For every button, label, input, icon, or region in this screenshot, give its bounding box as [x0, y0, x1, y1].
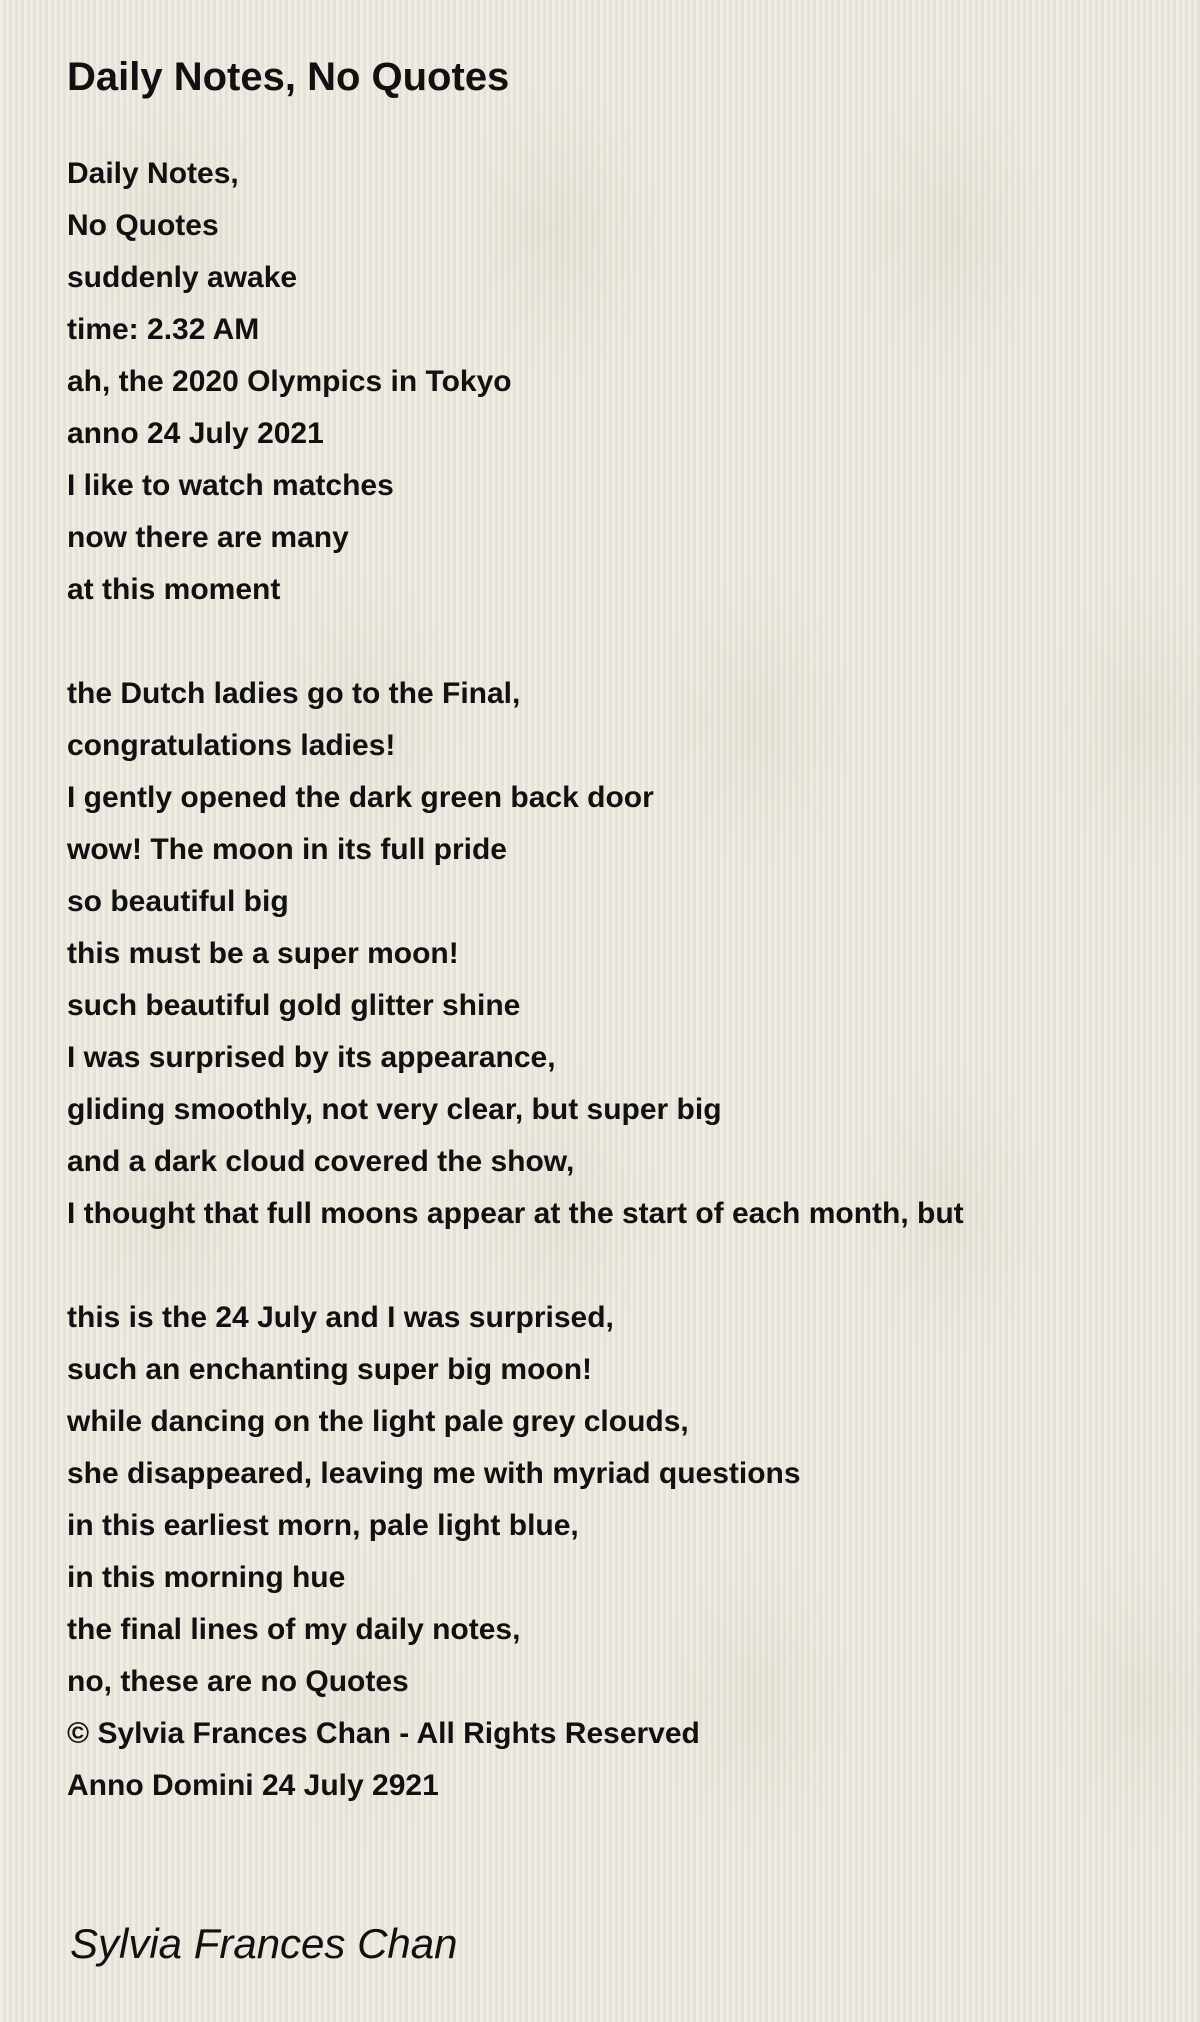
poem-line: I thought that full moons appear at the start of each month, but — [67, 1197, 964, 1230]
poem-line: and a dark cloud covered the show, — [67, 1145, 575, 1178]
poem-line: this is the 24 July and I was surprised, — [67, 1301, 614, 1334]
stanza-break — [67, 1240, 964, 1292]
author-name: Sylvia Frances Chan — [70, 1920, 458, 1967]
date-line: Anno Domini 24 July 2921 — [67, 1769, 439, 1802]
poem-line: the Dutch ladies go to the Final, — [67, 677, 521, 710]
poem-line: such an enchanting super big moon! — [67, 1353, 593, 1386]
poem-line: Daily Notes, — [67, 157, 239, 190]
poem-line: she disappeared, leaving me with myriad questions — [67, 1457, 801, 1490]
poem-line: wow! The moon in its full pride — [67, 833, 507, 866]
poem-line: in this morning hue — [67, 1561, 346, 1594]
poem-line: this must be a super moon! — [67, 937, 459, 970]
poem-line: such beautiful gold glitter shine — [67, 989, 521, 1022]
copyright-line: © Sylvia Frances Chan - All Rights Reserved — [67, 1717, 700, 1750]
poem-line: so beautiful big — [67, 885, 289, 918]
stanza-break — [67, 616, 964, 668]
poem-line: now there are many — [67, 521, 349, 554]
poem-line: while dancing on the light pale grey clouds, — [67, 1405, 689, 1438]
poem-line: I gently opened the dark green back door — [67, 781, 654, 814]
poem-title: Daily Notes, No Quotes — [67, 55, 510, 99]
poem-line: the final lines of my daily notes, — [67, 1613, 521, 1646]
poem-line: anno 24 July 2021 — [67, 417, 324, 450]
poem-line: no, these are no Quotes — [67, 1665, 409, 1698]
poem-line: I like to watch matches — [67, 469, 394, 502]
poem-line: suddenly awake — [67, 261, 298, 294]
poem-line: ah, the 2020 Olympics in Tokyo — [67, 365, 512, 398]
poem-line: at this moment — [67, 573, 281, 606]
poem-line: congratulations ladies! — [67, 729, 396, 762]
poem-line: time: 2.32 AM — [67, 313, 260, 346]
poem-line: No Quotes — [67, 209, 219, 242]
poem-body — [67, 148, 964, 1812]
poem-line: gliding smoothly, not very clear, but super big — [67, 1093, 722, 1126]
poem-line: I was surprised by its appearance, — [67, 1041, 556, 1074]
poem-line: in this earliest morn, pale light blue, — [67, 1509, 579, 1542]
